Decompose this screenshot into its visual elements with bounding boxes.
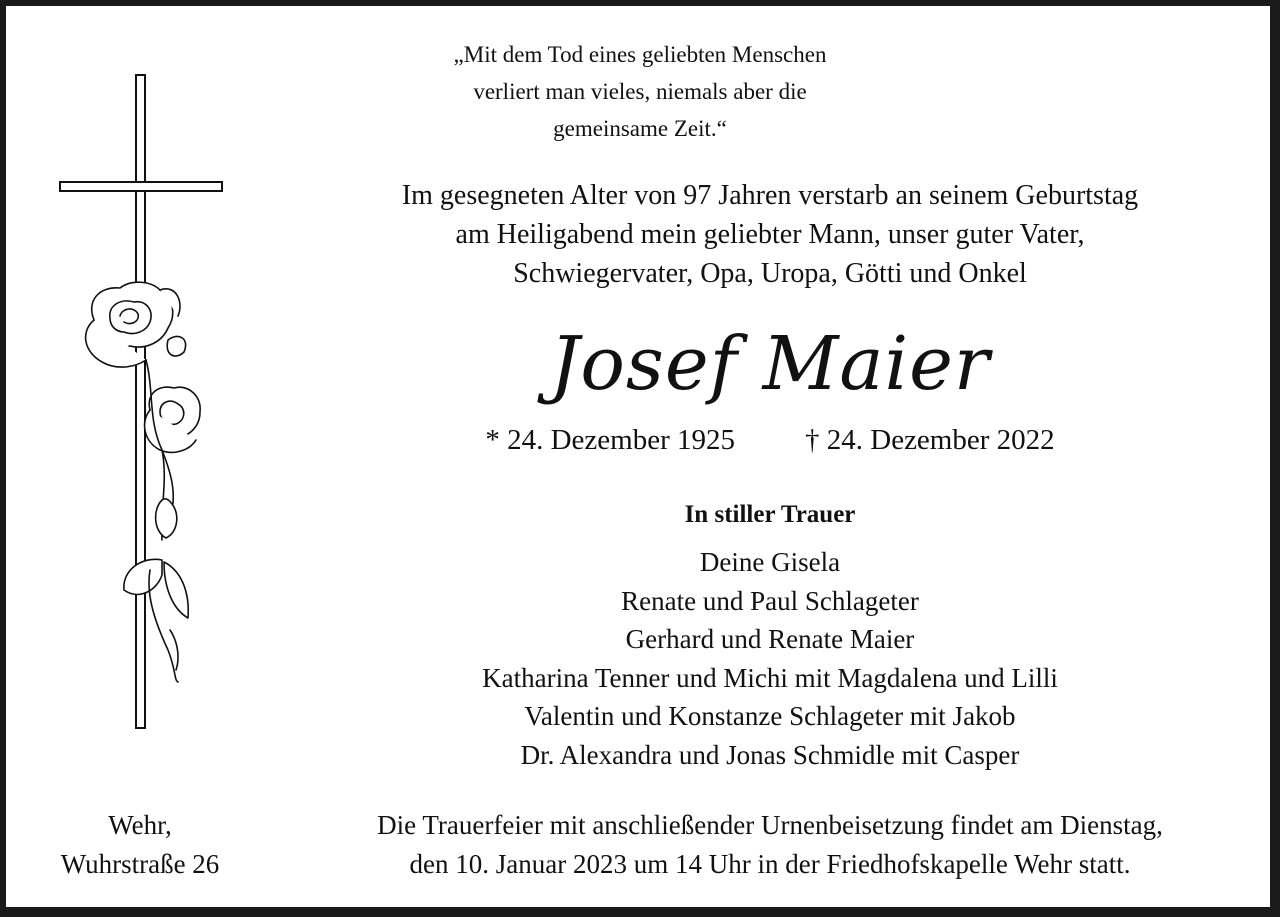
- intro-line: am Heiligabend mein geliebter Mann, unser guter Vater,: [455, 219, 1085, 250]
- ceremony-line: den 10. Januar 2023 um 14 Uhr in der Friedhofskapelle Wehr statt.: [409, 849, 1131, 879]
- family-member: Renate und Paul Schlageter: [621, 585, 919, 616]
- family-member: Deine Gisela: [699, 547, 841, 577]
- address-line: Wehr,: [108, 810, 172, 840]
- deceased-name: Josef Maier: [549, 321, 991, 407]
- death-date: † 24. Dezember 2022: [805, 424, 1055, 456]
- family-member: Gerhard und Renate Maier: [625, 624, 915, 655]
- quote: [200, 36, 1080, 147]
- birth-date: * 24. Dezember 1925: [485, 424, 735, 456]
- intro-text: [250, 176, 1280, 293]
- family-list: [370, 543, 1170, 775]
- family-member: Valentin und Konstanze Schlageter mit Jakob: [524, 701, 1016, 732]
- ceremony-line: Die Trauerfeier mit anschließender Urnenbeisetzung findet am Dienstag,: [377, 810, 1163, 840]
- quote-line: gemeinsame Zeit.“: [553, 116, 727, 141]
- life-dates: [380, 420, 1160, 460]
- address-line: Wuhrstraße 26: [60, 849, 220, 879]
- intro-line: Im gesegneten Alter von 97 Jahren verstarb an seinem Geburtstag: [401, 180, 1139, 211]
- address: [20, 806, 260, 884]
- intro-line: Schwiegervater, Opa, Uropa, Götti und Onkel: [513, 258, 1027, 289]
- mourning-heading: In stiller Trauer: [684, 501, 856, 528]
- cross-with-roses-icon: [50, 70, 230, 740]
- family-member: Dr. Alexandra und Jonas Schmidle mit Casper: [520, 739, 1020, 770]
- quote-line: „Mit dem Tod eines geliebten Menschen: [453, 42, 827, 67]
- family-member: Katharina Tenner und Michi mit Magdalena und Lilli: [482, 662, 1058, 693]
- ceremony-notice: [270, 806, 1270, 884]
- quote-line: verliert man vieles, niemals aber die: [473, 79, 807, 104]
